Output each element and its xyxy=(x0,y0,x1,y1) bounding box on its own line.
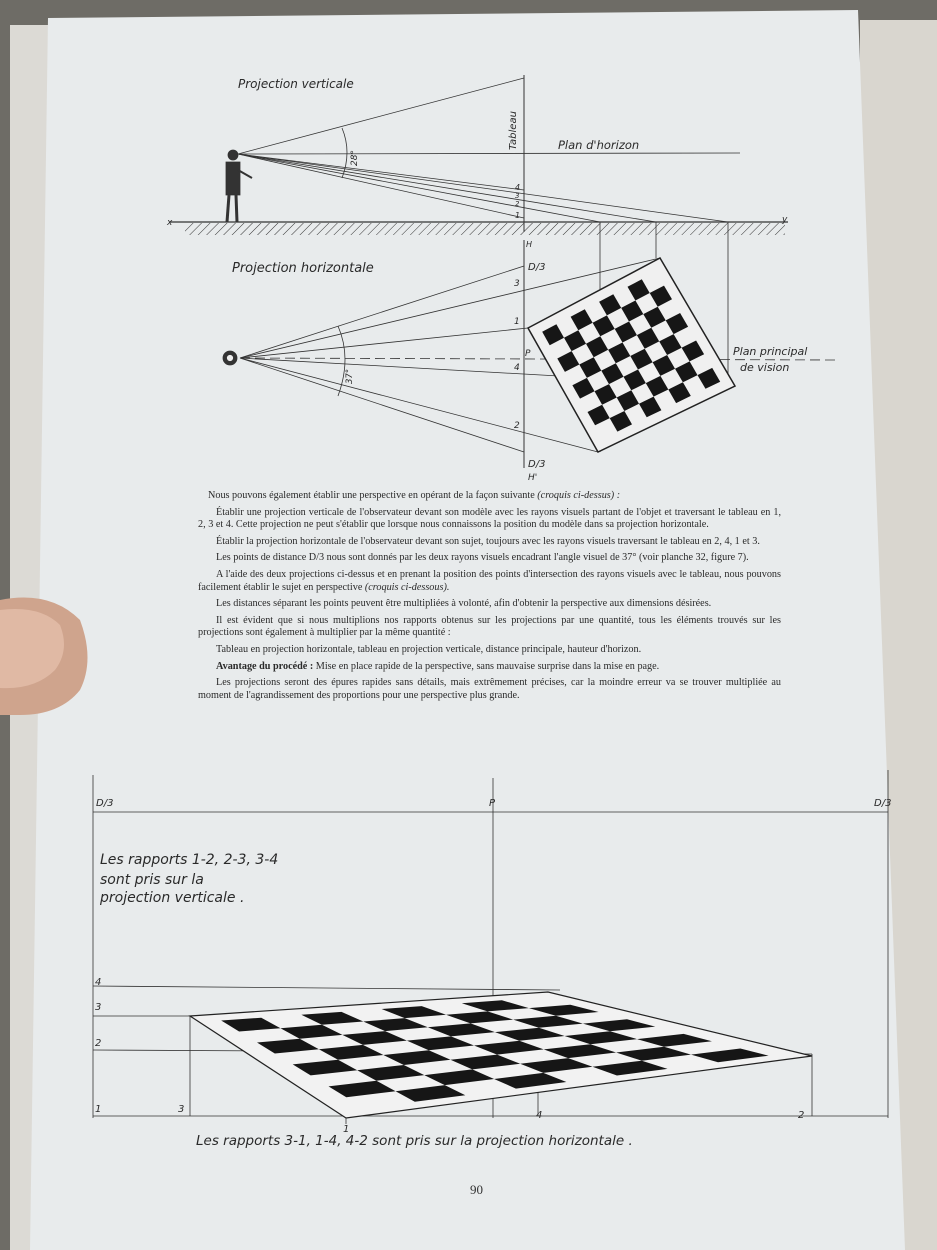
d3-top-label: D/3 xyxy=(528,262,546,273)
paragraph-3: Les points de distance D/3 nous sont donnés par les deux rayons visuels encadrant l'angle visuel de 37° (voir planche 32, figure 7). xyxy=(216,552,749,564)
vertical-mark-1: 1 xyxy=(515,211,521,220)
intro-paragraph xyxy=(203,490,781,503)
vertical-note-line-1: Les rapports 1-2, 2-3, 3-4 xyxy=(100,852,279,868)
plan-mark-1: 1 xyxy=(514,317,520,327)
p-point-label: P xyxy=(525,349,531,359)
horizontal-projection-title: Projection horizontale xyxy=(232,261,374,276)
left-mark-2: 2 xyxy=(95,1038,102,1049)
vertical-note-line-2: sont pris sur la xyxy=(100,872,204,888)
left-mark-3: 3 xyxy=(95,1002,102,1013)
paragraph-4 xyxy=(198,569,781,594)
advantage-lead: Avantage du procédé : xyxy=(216,660,314,672)
base-mark-2: 2 xyxy=(798,1110,805,1121)
bottom-p-label: P xyxy=(489,798,496,809)
paragraph-7: Tableau en projection horizontale, tableau en projection verticale, distance principale, hauteur d'horizon. xyxy=(216,643,642,655)
principal-plane-label-2: de vision xyxy=(740,361,790,374)
plan-mark-4: 4 xyxy=(514,363,520,373)
bottom-d3-right: D/3 xyxy=(874,798,892,809)
y-axis-label: y xyxy=(782,215,788,225)
paragraph-4-italic: (croquis ci-dessous). xyxy=(364,581,450,593)
body-text xyxy=(198,490,781,706)
paragraph-5: Les distances séparant les points peuvent être multipliées à volonté, afin d'obtenir la perspective aux dimensions désirées. xyxy=(216,598,712,610)
vertical-mark-3: 3 xyxy=(515,192,520,200)
vertical-mark-4: 4 xyxy=(515,183,521,192)
paragraph-6: Il est évident que si nous multiplions nos rapports obtenus sur les projections par une quantité, tous les éléments trouvés sur les projections sont également à multiplier par la même quantité : xyxy=(198,614,781,639)
horizontal-caption: Les rapports 3-1, 1-4, 4-2 sont pris sur la projection horizontale . xyxy=(196,1133,633,1149)
base-mark-1: 1 xyxy=(343,1124,350,1135)
paragraph-1: Établir une projection verticale de l'observateur devant son modèle avec les rayons visuels partant de l'objet et traversant le tableau en 1, 2, 3 et 4. Cette projection ne peut s'établir que lorsque nous connaissons la position du modèle dans sa projection horizontale. xyxy=(198,506,781,531)
principal-plane-label-1: Plan principal xyxy=(733,345,808,358)
left-mark-4: 4 xyxy=(95,977,102,988)
x-axis-label: x xyxy=(167,218,173,228)
left-mark-1: 1 xyxy=(95,1104,102,1115)
base-mark-4: 4 xyxy=(536,1110,543,1121)
vertical-note-line-3: projection verticale . xyxy=(100,890,245,906)
horizontal-angle-label: 37° xyxy=(345,368,355,384)
page-number: 90 xyxy=(470,1182,483,1197)
tableau-label: Tableau xyxy=(508,111,519,150)
paragraph-2: Établir la projection horizontale de l'observateur devant son sujet, toujours avec les rayons visuels traversant le tableau en 2, 4, 1 et 3. xyxy=(216,535,760,547)
intro-text: Nous pouvons également établir une perspective en opérant de la façon suivante xyxy=(208,490,535,501)
paragraph-4-text: A l'aide des deux projections ci-dessus et en prenant la position des points d'intersection des rayons visuels avec le tableau, nous pouvons facilement établir le sujet en perspective xyxy=(198,568,781,593)
h-top-label: H xyxy=(526,240,533,249)
advantage-text: Mise en place rapide de la perspective, sans mauvaise surprise dans la mise en page. xyxy=(315,660,660,672)
d3-bottom-label: D/3 xyxy=(528,459,546,470)
vertical-projection-title: Projection verticale xyxy=(238,77,354,91)
vertical-mark-2: 2 xyxy=(515,200,520,208)
horizon-label: Plan d'horizon xyxy=(558,138,640,152)
plan-mark-3: 3 xyxy=(514,279,520,289)
plan-mark-2: 2 xyxy=(514,421,520,431)
paragraph-9: Les projections seront des épures rapides sans détails, mais extrêmement précises, car la moindre erreur va se trouver multipliée au moment de l'agrandissement des proportions pour une perspective plus grande. xyxy=(198,677,781,701)
h-bottom-label: H' xyxy=(528,473,538,483)
intro-italic: (croquis ci-dessus) : xyxy=(537,490,621,501)
vertical-angle-label: 28° xyxy=(350,150,360,166)
base-mark-3: 3 xyxy=(178,1104,185,1115)
paragraph-8 xyxy=(198,661,781,674)
bottom-d3-left: D/3 xyxy=(96,798,114,809)
